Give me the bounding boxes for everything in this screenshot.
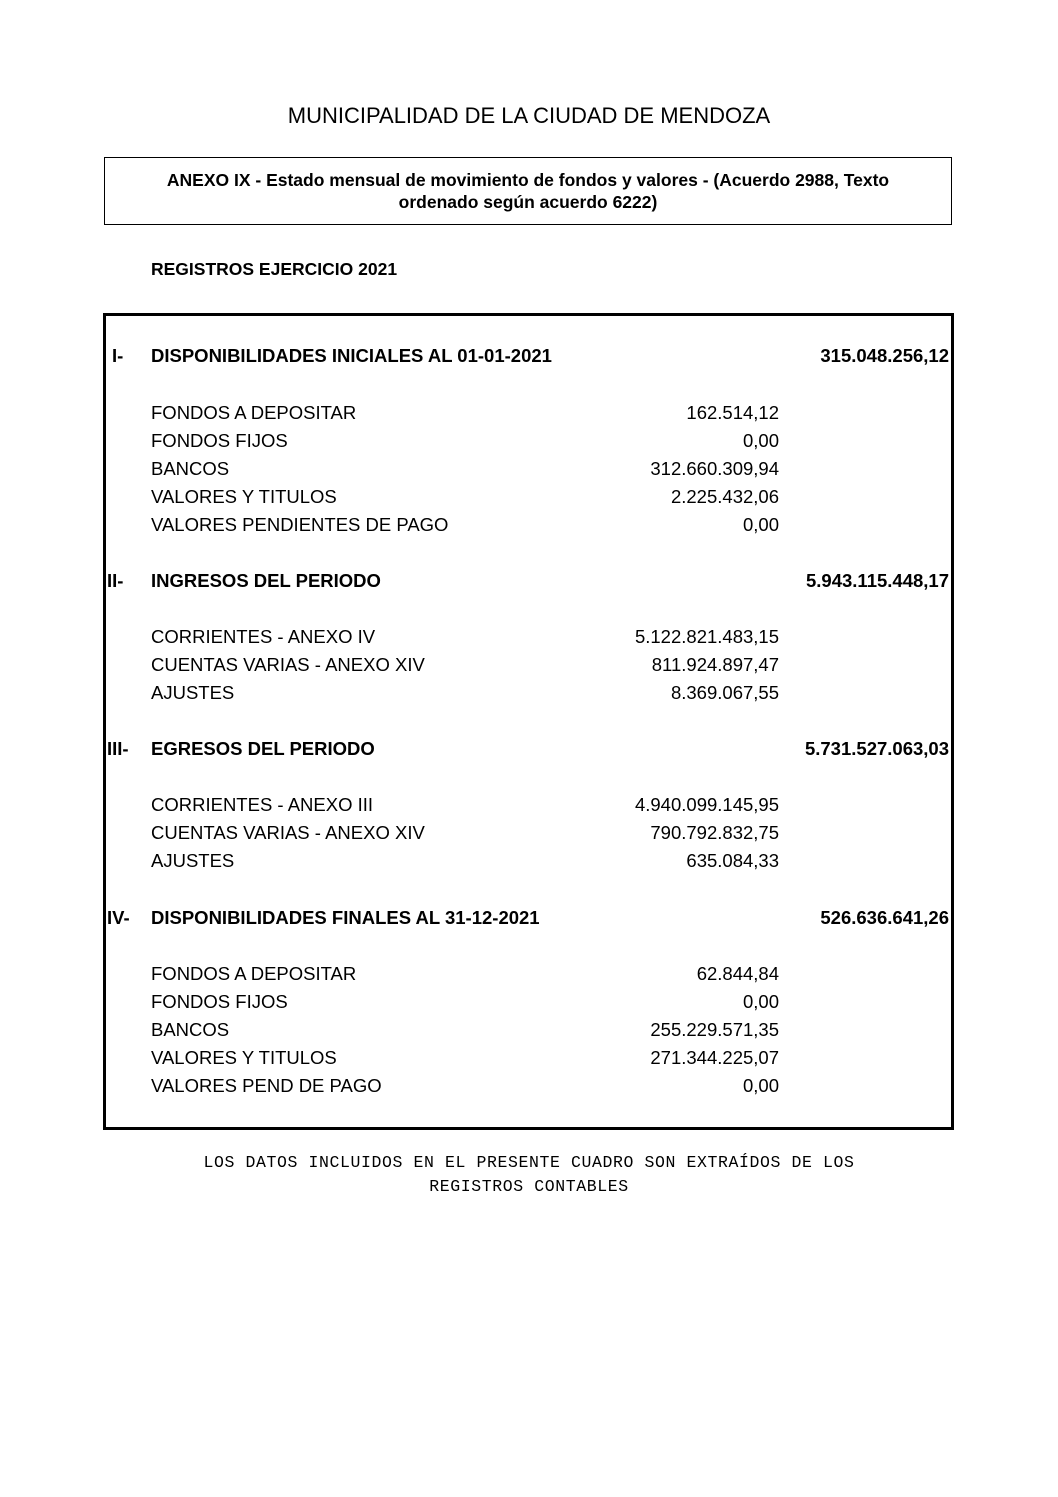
item-amount: 0,00	[742, 1075, 779, 1096]
section-total: 5.731.527.063,03	[804, 738, 949, 759]
section-label: DISPONIBILIDADES FINALES AL 31-12-2021	[151, 907, 540, 928]
source-footnote	[0, 1151, 1058, 1199]
item-amount: 255.229.571,35	[650, 1019, 779, 1040]
line-item-row	[106, 429, 951, 453]
item-label: AJUSTES	[151, 850, 235, 871]
section-numeral: I-	[112, 345, 124, 366]
line-item-row	[106, 653, 951, 677]
annex-heading-box	[104, 157, 952, 225]
section-numeral: II-	[107, 570, 124, 591]
line-item-row	[106, 485, 951, 509]
item-amount: 5.122.821.483,15	[634, 626, 779, 647]
item-amount: 4.940.099.145,95	[634, 794, 779, 815]
line-item-row	[106, 849, 951, 873]
section-header-row	[106, 906, 951, 930]
item-amount: 635.084,33	[686, 850, 779, 871]
item-amount: 162.514,12	[686, 402, 779, 423]
line-item-row	[106, 793, 951, 817]
section-total: 5.943.115.448,17	[805, 570, 949, 591]
item-amount: 8.369.067,55	[670, 682, 779, 703]
line-item-row	[106, 513, 951, 537]
item-amount: 0,00	[742, 430, 779, 451]
section-header-row	[106, 569, 951, 593]
line-item-row	[106, 681, 951, 705]
item-label: FONDOS FIJOS	[151, 991, 288, 1012]
section-label: INGRESOS DEL PERIODO	[151, 570, 381, 591]
item-label: FONDOS FIJOS	[151, 430, 288, 451]
item-label: CORRIENTES - ANEXO III	[151, 794, 374, 815]
section-header-row	[106, 737, 951, 761]
item-label: FONDOS A DEPOSITAR	[151, 963, 357, 984]
line-item-row	[106, 1074, 951, 1098]
item-label: FONDOS A DEPOSITAR	[151, 402, 357, 423]
line-item-row	[106, 1046, 951, 1070]
item-label: BANCOS	[151, 1019, 230, 1040]
section-total: 526.636.641,26	[820, 907, 949, 928]
registry-subtitle: REGISTROS EJERCICIO 2021	[151, 259, 398, 279]
annex-heading-line-2: ordenado según acuerdo 6222)	[398, 192, 658, 212]
line-item-row	[106, 401, 951, 425]
line-item-row	[106, 457, 951, 481]
item-amount: 0,00	[742, 514, 779, 535]
line-item-row	[106, 990, 951, 1014]
section-label: DISPONIBILIDADES INICIALES AL 01-01-2021	[151, 345, 552, 366]
document-title: MUNICIPALIDAD DE LA CIUDAD DE MENDOZA	[287, 103, 771, 128]
section-numeral: III-	[107, 738, 129, 759]
item-amount: 271.344.225,07	[650, 1047, 779, 1068]
item-label: AJUSTES	[151, 682, 235, 703]
footnote-line-2: REGISTROS CONTABLES	[429, 1177, 629, 1196]
section-header-row	[106, 344, 951, 368]
section-numeral: IV-	[107, 907, 130, 928]
item-amount: 811.924.897,47	[651, 654, 779, 675]
footnote-line-1: LOS DATOS INCLUIDOS EN EL PRESENTE CUADRO SON EXTRAÍDOS DE LOS	[203, 1153, 855, 1172]
item-amount: 312.660.309,94	[650, 458, 779, 479]
section-total: 315.048.256,12	[820, 345, 949, 366]
line-item-row	[106, 625, 951, 649]
line-item-row	[106, 821, 951, 845]
line-item-row	[106, 962, 951, 986]
item-label: BANCOS	[151, 458, 230, 479]
item-label: CUENTAS VARIAS - ANEXO XIV	[151, 654, 425, 675]
item-amount: 62.844,84	[696, 963, 779, 984]
item-label: CORRIENTES - ANEXO IV	[151, 626, 376, 647]
item-amount: 2.225.432,06	[670, 486, 779, 507]
item-label: VALORES PENDIENTES DE PAGO	[151, 514, 449, 535]
item-label: VALORES Y TITULOS	[151, 1047, 337, 1068]
item-label: VALORES Y TITULOS	[151, 486, 337, 507]
line-item-row	[106, 1018, 951, 1042]
section-label: EGRESOS DEL PERIODO	[151, 738, 375, 759]
item-label: CUENTAS VARIAS - ANEXO XIV	[151, 822, 425, 843]
item-amount: 0,00	[742, 991, 779, 1012]
item-label: VALORES PEND DE PAGO	[151, 1075, 382, 1096]
funds-statement-table	[103, 313, 954, 1130]
annex-heading-line-1: ANEXO IX - Estado mensual de movimiento de fondos y valores - (Acuerdo 2988, Texto	[166, 170, 890, 190]
item-amount: 790.792.832,75	[650, 822, 779, 843]
